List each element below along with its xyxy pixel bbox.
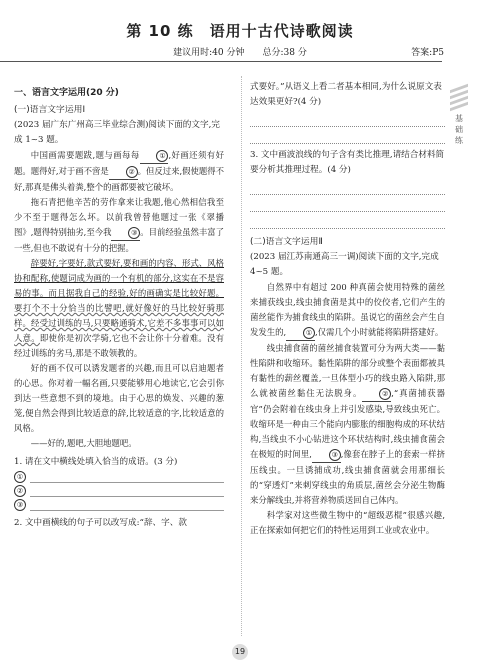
question-2: 2. 文中画横线的句子可以改写成:“辞、字、款 (14, 518, 187, 528)
answer-reference: 答案:P5 (411, 48, 444, 58)
fill-blank: ① (140, 148, 169, 164)
page-title: 第 10 练 语用十古代诗歌阅读 (126, 22, 354, 40)
passage-paragraph: 辞要好,字要好,款式要好,要和画的内容、形式、风格协和配称,使题词成为画的一个有机的部分,这实在不是容易的事。而且据我自己的经验,好的画确实是比较好题。要打个不十分恰当的比譬吧,就好像好的马比较好骑那样。经受过训练的马,只要略通骑术,它差不多事事可以如人意。即使你是初次学骑,它也不会让你十分着难。没有经过训练的劣马,那是不敢领教的。 (14, 258, 224, 358)
fill-blank: ① (286, 325, 315, 341)
source-note: (2023 届江苏南通高三一调)阅读下面的文字,完成 4~5 题。 (250, 252, 439, 277)
header-rule (0, 61, 442, 62)
section-heading: 一、语言文字运用(20 分) (14, 88, 119, 98)
question-2-continued: 式要好。”从语义上看二者基本相同,为什么说原文表达效果更好?(4 分) (250, 82, 442, 107)
stripes-decoration (450, 87, 468, 108)
passage-paragraph: 科学家对这些微生物中的“超级恶棍”很感兴趣,正在探索如何把它们的特性运用到工业或农业中。 (250, 510, 445, 535)
subsection-heading: (二)语言文字运用Ⅱ (250, 237, 323, 247)
side-tab-label: 基础练 (454, 114, 464, 147)
answer-line[interactable]: ① (14, 470, 224, 484)
time-score-info: 建议用时:40 分钟 总分:38 分 (173, 48, 307, 58)
answer-line[interactable] (250, 198, 445, 212)
left-column (14, 86, 224, 531)
answer-line[interactable] (250, 130, 445, 144)
passage-paragraph: 中国画需要题跋,题与画每每 ① ,好画还须有好题。题得好,对于画不啻是 ② 。但反过来,假使题得不好,那真是佛头着粪,整个的画都要被它破坏。 (14, 150, 225, 192)
right-column (250, 80, 445, 538)
fill-blank: ② (109, 164, 138, 180)
question-1: 1. 请在文中横线处填入恰当的成语。(3 分) (14, 457, 178, 467)
wavy-sentence: 要打个不十分恰当的比譬吧,就好像好的马比较好骑那样。经受过训练的马,只要略通骑术,它差不多事事可以如人意。 (14, 303, 224, 343)
question-3: 3. 文中画波浪线的句子含有类比推理,请结合材料简要分析其推理过程。(4 分) (250, 150, 445, 175)
source-note: (2023 届广东广州高三毕业综合测)阅读下面的文字,完成 1~3 题。 (14, 120, 220, 145)
passage-paragraph: 线虫捕食菌的菌丝捕食装置可分为两大类——黏性陷阱和收缩环。黏性陷阱的部分或整个表面都被具有黏性的薪丝覆盖,一旦体型小巧的线虫路入陷阱,那么就被菌丝黏住无法脱身。 ② ,“真菌捕获器官”仍会附着在线虫身上并引发感染,导致线虫死亡。收缩环是一种由三个能向内膨胀的细胞构成的环状结构,当线虫不小心钻进这个环状结构时,线虫捕食菌会在极短的时间里, ③ ,像套在脖子上的套索一样挤压线虫。一旦诱捕成功,线虫捕食菌就会用那细长的“穿透灯”来刺穿线虫的角质层,菌丝会分泌生物酶来分解线虫,并将营养物质送回自己体内。 (250, 343, 446, 505)
answer-line[interactable] (250, 181, 445, 195)
passage-paragraph: ——好的,题吧,大胆地题吧。 (30, 438, 137, 448)
passage-paragraph: 自然界中有超过 200 种真菌会使用特殊的菌丝来捕获线虫,线虫捕食菌是其中的佼佼者,它们产生的菌丝能作为捕食线虫的陷阱。虽说它的菌丝会产生自发发生的, ① ,仅需几个小时就能将陷阱搭建好。 (250, 280, 445, 341)
answer-line[interactable] (250, 215, 445, 229)
side-tab (448, 84, 470, 147)
answer-line[interactable] (250, 113, 445, 127)
fill-blank: ② (362, 386, 391, 402)
subsection-heading: (一)语言文字运用Ⅰ (14, 105, 86, 115)
answer-line[interactable]: ② (14, 484, 224, 498)
fill-blank: ③ (111, 225, 140, 241)
column-divider (241, 76, 242, 636)
answer-line[interactable]: ③ (14, 498, 224, 512)
page-number: 19 (0, 639, 480, 660)
passage-paragraph: 好的画不仅可以诱发题者的兴趣,而且可以启迪题者的心思。你对着一幅名画,只要能够用心地读它,它会引你到达一些意想不到的境地。由于心思的焕发、兴趣的葱笼,便自然会得到比较适意的辞,比较适意的字,比较适意的风格。 (14, 363, 224, 433)
fill-blank: ③ (312, 447, 341, 463)
passage-paragraph: 拖石青把他辛苦的劳作拿来让我题,他心然相信我至少不至于题得怎么坏。以前我曾替他题过一张《翠播图》,题得特别抽劣,至今我 ③ 。目前经验虽然丰富了一些,但也不敢说有十分的把握。 (14, 197, 224, 253)
underlined-sentence: 辞要好,字要好,款式要好,要和画的内容、形式、风格协和配称,使题词成为画的一个有机的部分,这实在不是容易的事。而且据我自己的经验,好的画确实是比较好题。 (14, 258, 224, 298)
